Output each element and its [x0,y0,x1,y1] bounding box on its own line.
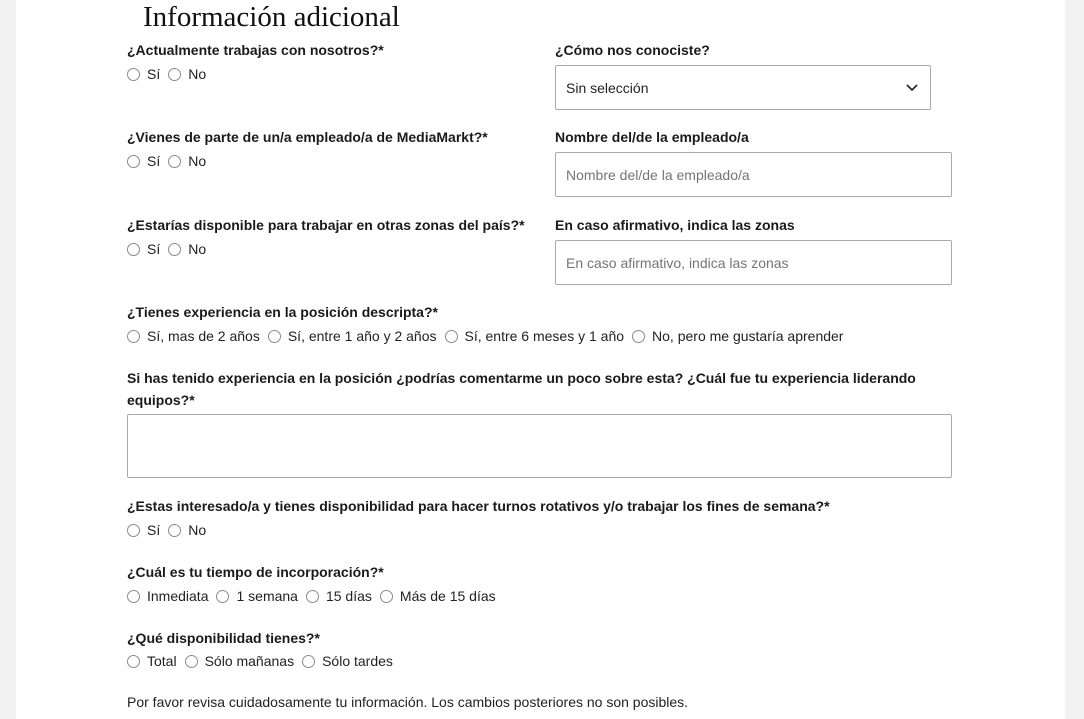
radio-inc-mas-15[interactable]: Más de 15 días [380,588,496,604]
radio-circle[interactable] [302,655,315,668]
radio-circle[interactable] [127,590,140,603]
radio-group-disponibilidad [127,653,401,669]
radio-exp-mas-2[interactable]: Sí, mas de 2 años [127,328,260,344]
comentario-textarea[interactable] [127,414,952,478]
radio-exp-6m-1[interactable]: Sí, entre 6 meses y 1 año [445,328,625,344]
radio-exp-no[interactable]: No, pero me gustaría aprender [632,328,843,344]
question-conociste: ¿Cómo nos conociste? [555,42,710,58]
radio-group-turnos [127,522,214,538]
radio-circle[interactable] [127,330,140,343]
zonas-input[interactable] [555,240,952,285]
label-empleado-nombre: Nombre del/de la empleado/a [555,129,749,145]
radio-zonas-no[interactable]: No [168,241,206,257]
radio-group-zonas [127,241,214,257]
radio-circle[interactable] [185,655,198,668]
radio-circle[interactable] [632,330,645,343]
radio-circle[interactable] [168,68,181,81]
label-zonas: En caso afirmativo, indica las zonas [555,217,795,233]
radio-inc-inmediata[interactable]: Inmediata [127,588,208,604]
radio-referido-no[interactable]: No [168,153,206,169]
radio-circle[interactable] [268,330,281,343]
question-referido: ¿Vienes de parte de un/a empleado/a de MediaMarkt?* [127,129,488,145]
radio-group-trabajas [127,66,214,82]
radio-circle[interactable] [127,68,140,81]
radio-exp-1-2[interactable]: Sí, entre 1 año y 2 años [268,328,437,344]
section-title: Información adicional [143,1,400,33]
radio-disp-tardes[interactable]: Sólo tardes [302,653,393,669]
radio-zonas-si[interactable]: Sí [127,241,160,257]
radio-inc-15-dias[interactable]: 15 días [306,588,372,604]
radio-circle[interactable] [127,155,140,168]
radio-circle[interactable] [127,524,140,537]
radio-group-incorporacion [127,588,504,604]
radio-group-experiencia [127,328,851,344]
chevron-down-icon [904,80,920,96]
radio-circle[interactable] [127,655,140,668]
conociste-select[interactable] [555,65,931,110]
question-zonas: ¿Estarías disponible para trabajar en otras zonas del país?* [127,217,525,233]
radio-circle[interactable] [445,330,458,343]
radio-trabajas-no[interactable]: No [168,66,206,82]
radio-trabajas-si[interactable]: Sí [127,66,160,82]
radio-group-referido [127,153,214,169]
question-comentario: Si has tenido experiencia en la posición ¿podrías comentarme un poco sobre esta? ¿Cuál fue tu experiencia liderando equipos?* [127,370,916,408]
empleado-nombre-input[interactable] [555,152,952,197]
question-turnos: ¿Estas interesado/a y tienes disponibilidad para hacer turnos rotativos y/o trabajar los fines de semana?* [127,498,830,514]
question-incorporacion: ¿Cuál es tu tiempo de incorporación?* [127,564,384,580]
radio-circle[interactable] [168,243,181,256]
question-experiencia: ¿Tienes experiencia en la posición descripta?* [127,304,438,320]
radio-disp-total[interactable]: Total [127,653,177,669]
radio-inc-1-semana[interactable]: 1 semana [216,588,297,604]
radio-referido-si[interactable]: Sí [127,153,160,169]
radio-circle[interactable] [127,243,140,256]
question-disponibilidad: ¿Qué disponibilidad tienes?* [127,630,320,646]
radio-turnos-si[interactable]: Sí [127,522,160,538]
radio-disp-mananas[interactable]: Sólo mañanas [185,653,295,669]
select-value: Sin selección [566,79,649,96]
radio-turnos-no[interactable]: No [168,522,206,538]
footer-note: Por favor revisa cuidadosamente tu información. Los cambios posteriores no son posibles. [127,694,689,710]
radio-circle[interactable] [380,590,393,603]
radio-circle[interactable] [306,590,319,603]
question-trabajas: ¿Actualmente trabajas con nosotros?* [127,42,384,58]
radio-circle[interactable] [216,590,229,603]
radio-circle[interactable] [168,155,181,168]
radio-circle[interactable] [168,524,181,537]
